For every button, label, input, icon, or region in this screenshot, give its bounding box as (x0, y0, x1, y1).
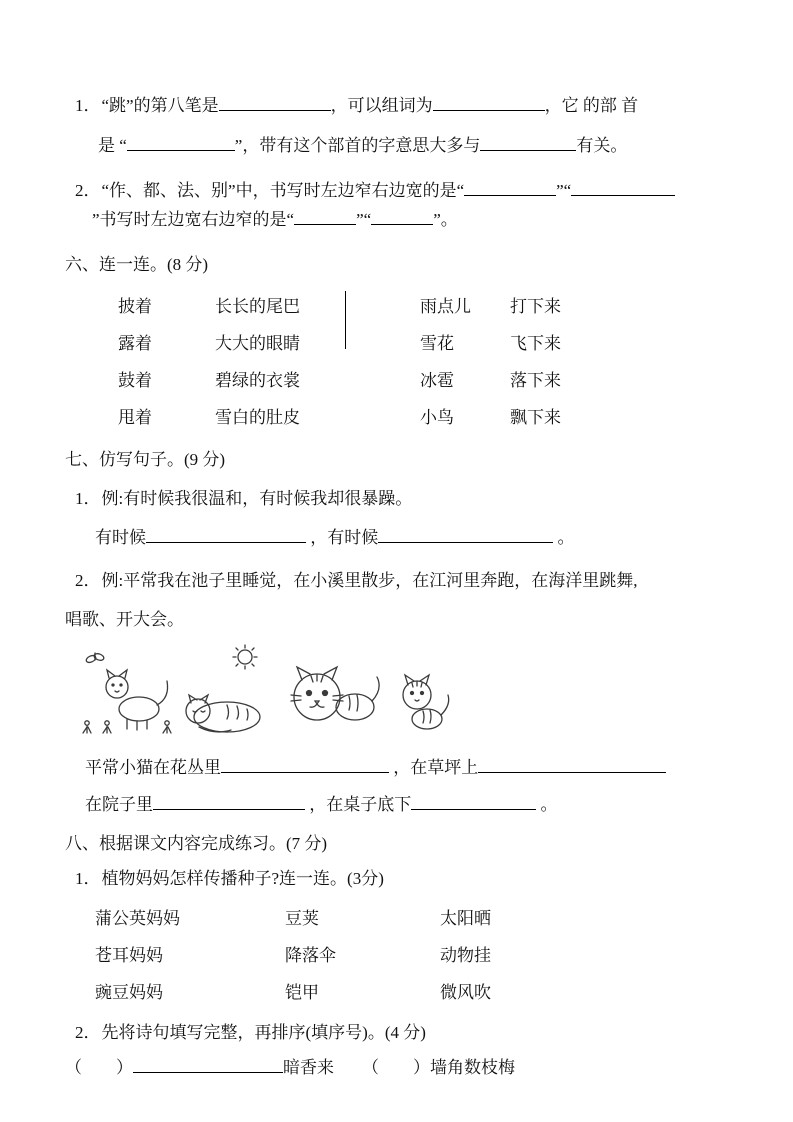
seven-q2-example-1 (75, 567, 733, 594)
match-word: 蒲公英妈妈 (95, 909, 180, 928)
question-text: 是 “ (98, 136, 127, 155)
eight-q2-prompt (75, 1019, 733, 1046)
match-row (95, 935, 733, 972)
blank-line (146, 525, 306, 543)
question-number: 1． (75, 869, 101, 888)
cat-walking-icon (106, 670, 168, 730)
section-six-title: 六、连一连。(8 分) (65, 255, 209, 274)
question-number: 2． (75, 181, 101, 200)
example-text: 例:平常我在池子里睡觉，在小溪里散步，在江河里奔跑，在海洋里跳舞, (101, 571, 638, 590)
question-text: ，在桌子底下 (305, 795, 412, 814)
match-word: 披着 (118, 297, 152, 316)
match-row (95, 898, 733, 935)
match-row (118, 397, 345, 434)
match-row (95, 972, 733, 1009)
match-word: 铠甲 (285, 983, 319, 1002)
question-text: ”“ (556, 181, 572, 200)
question-text: 平常小猫在花丛里 (85, 758, 221, 777)
match-word: 大大的眼睛 (215, 334, 300, 353)
blank-line (221, 755, 389, 773)
question-text: ”。 (433, 210, 458, 229)
match-row (420, 286, 561, 323)
seven-q2-example-2: 唱歌、开大会。 (65, 610, 184, 629)
match-word: 豌豆妈妈 (95, 983, 163, 1002)
match-word: 飞下来 (510, 334, 561, 353)
question-text: ，有时候 (306, 528, 379, 547)
sun-icon (233, 645, 257, 669)
match-left-group (118, 286, 345, 434)
blank-line (480, 133, 576, 151)
match-word: 小鸟 (420, 408, 454, 427)
match-word: 动物挂 (440, 946, 491, 965)
match-word: 雨点儿 (420, 297, 471, 316)
question-text: ”，带有这个部首的字意思大多与 (234, 136, 481, 155)
section-eight-title: 八、根据课文内容完成练习。(7 分) (65, 834, 328, 853)
matching-exercise-eight (95, 898, 733, 1009)
question-text: ，可以组词为 (330, 96, 433, 115)
match-word: 甩着 (118, 408, 152, 427)
blank-line (571, 178, 675, 196)
question-number: 2． (75, 571, 101, 590)
question-text: “跳”的第八笔是 (101, 96, 219, 115)
match-right-group (420, 286, 561, 434)
match-divider (345, 291, 346, 349)
matching-exercise-six (65, 286, 733, 434)
question-number: 1． (75, 489, 101, 508)
match-row (420, 360, 561, 397)
match-word: 落下来 (510, 371, 561, 390)
blank-line (433, 93, 545, 111)
match-word: 露着 (118, 334, 152, 353)
blank-line (133, 1055, 283, 1073)
question-text: 。 (536, 795, 558, 814)
cat-face-icon (291, 667, 379, 720)
question-text: 暗香来 (283, 1058, 334, 1077)
question-number: 1． (75, 96, 101, 115)
butterfly-icon (85, 652, 105, 663)
question-text: 在院子里 (85, 795, 153, 814)
match-word: 苍耳妈妈 (95, 946, 163, 965)
match-row (420, 323, 561, 360)
match-word: 飘下来 (510, 408, 561, 427)
cats-illustration (77, 643, 733, 748)
question-text: ”书写时左边宽右边窄的是“ (92, 210, 295, 229)
section-seven-title: 七、仿写句子。(9 分) (65, 450, 226, 469)
question-1-line-2 (98, 132, 733, 159)
blank-line (294, 207, 356, 225)
seven-q2-fill-2 (85, 791, 733, 818)
bracket-blank: （ ） (65, 1058, 133, 1077)
match-word: 降落伞 (285, 946, 336, 965)
question-2-line-2 (92, 206, 733, 233)
question-text: 有时候 (95, 528, 146, 547)
match-word: 微风吹 (440, 983, 491, 1002)
match-row (118, 286, 345, 323)
match-row (118, 323, 345, 360)
seven-q1-fill (95, 524, 733, 551)
match-word: 打下来 (510, 297, 561, 316)
question-text: 先将诗句填写完整，再排序(填序号)。(4 分) (101, 1023, 426, 1042)
match-row (420, 397, 561, 434)
question-text: ”“ (356, 210, 372, 229)
match-word: 长长的尾巴 (215, 297, 300, 316)
question-text: 植物妈妈怎样传播种子?连一连。(3分) (101, 869, 384, 888)
bracket-blank: （ ） (362, 1058, 430, 1077)
match-word: 碧绿的衣裳 (215, 371, 300, 390)
blank-line (371, 207, 433, 225)
question-1-line-1 (75, 92, 733, 119)
blank-line (153, 792, 305, 810)
eight-q2-fill (65, 1054, 733, 1081)
seven-q2-fill-1 (85, 754, 733, 781)
blank-line (464, 178, 556, 196)
blank-line (127, 133, 235, 151)
match-word: 鼓着 (118, 371, 152, 390)
eight-q1-prompt (75, 865, 733, 892)
match-word: 豆荚 (285, 909, 319, 928)
blank-line (478, 755, 666, 773)
match-word: 雪白的肚皮 (215, 408, 300, 427)
seven-q1-example (75, 485, 733, 512)
example-text: 例:有时候我很温和，有时候我却很暴躁。 (101, 489, 413, 508)
question-2-line-1 (75, 177, 733, 204)
match-word: 雪花 (420, 334, 454, 353)
cat-sleeping-icon (186, 695, 260, 732)
blank-line (219, 93, 331, 111)
match-word: 冰雹 (420, 371, 454, 390)
question-number: 2． (75, 1023, 101, 1042)
question-text: 有关。 (576, 136, 628, 155)
kitten-icon (403, 675, 449, 729)
question-text: ，在草坪上 (389, 758, 479, 777)
match-word: 太阳晒 (440, 909, 491, 928)
blank-line (378, 525, 553, 543)
question-text: ，它 的部 首 (544, 96, 639, 115)
match-row (118, 360, 345, 397)
question-text: “作、都、法、别”中，书写时左边窄右边宽的是“ (101, 181, 465, 200)
blank-line (411, 792, 536, 810)
question-text: 。 (553, 528, 575, 547)
question-text: 墙角数枝梅 (430, 1058, 515, 1077)
